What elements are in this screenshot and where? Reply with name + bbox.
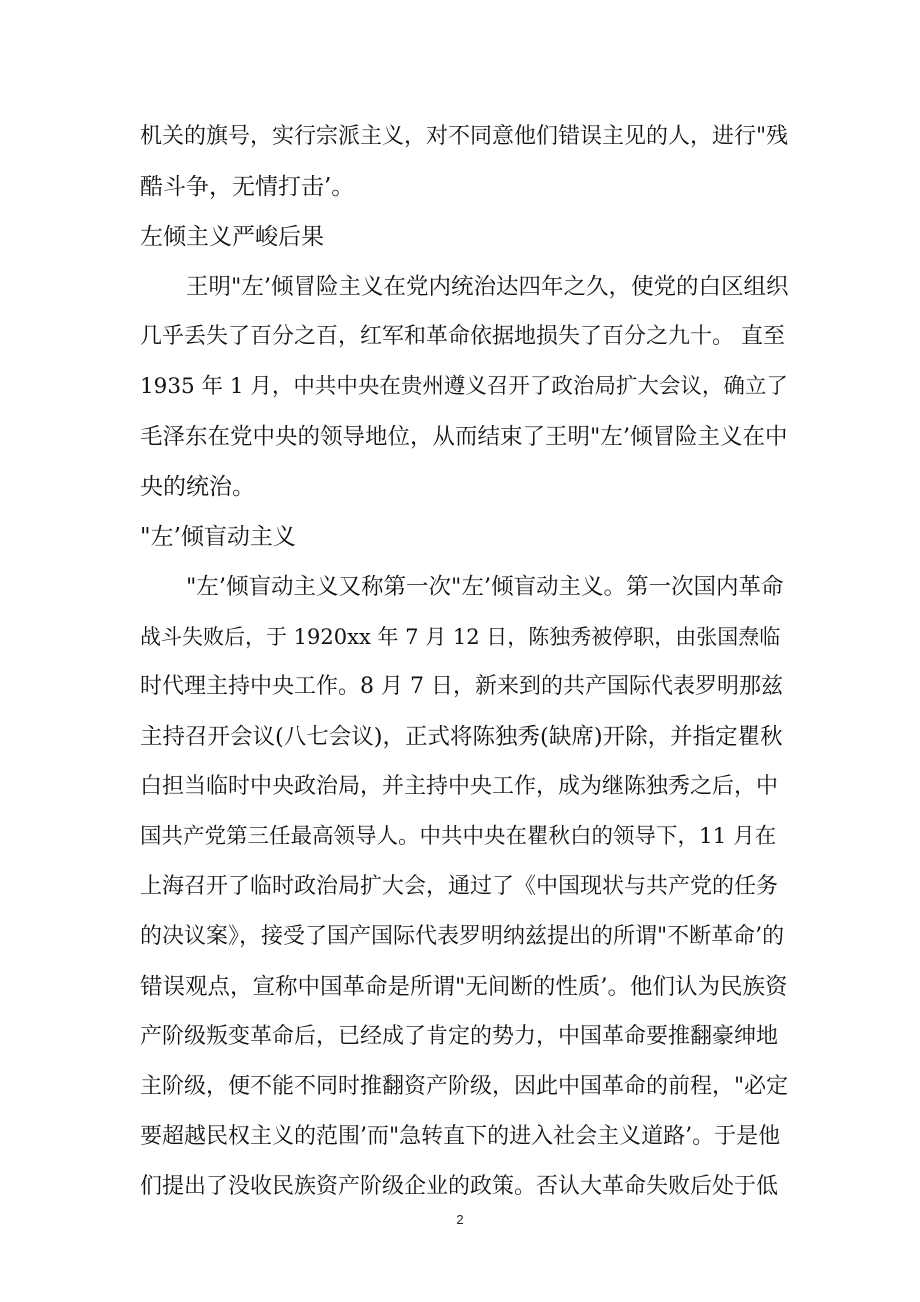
paragraph-line: 王明"左’倾冒险主义在党内统治达四年之久，使党的白区组织 xyxy=(186,274,789,300)
page-number: 2 xyxy=(456,1212,464,1227)
paragraph-line: 几乎丢失了百分之百，红军和革命依据地损失了百分之九十。 直至 xyxy=(140,324,785,349)
paragraph-line: 们提出了没收民族资产阶级企业的政策。否认大革命失败后处于低 xyxy=(140,1174,779,1199)
paragraph-line: 时代理主持中央工作。8 月 7 日，新来到的共产国际代表罗明那兹 xyxy=(140,674,783,699)
paragraph-line: 要超越民权主义的范围’而"急转直下的进入社会主义道路’。于是他 xyxy=(140,1124,781,1149)
paragraph-line: 国共产党第三任最高领导人。中共中央在瞿秋白的领导下，11 月在 xyxy=(140,824,777,849)
section-heading: 左倾主义严峻后果 xyxy=(140,224,324,250)
paragraph-line: 毛泽东在党中央的领导地位，从而结束了王明"左’倾冒险主义在中 xyxy=(140,424,788,450)
page-body xyxy=(140,112,790,1212)
paragraph-line: 的决议案》，接受了国产国际代表罗明纳兹提出的所谓"不断革命’的 xyxy=(140,924,785,949)
paragraph-line: 战斗失败后，于 1920xx 年 7 月 12 日，陈独秀被停职，由张国焘临 xyxy=(140,625,781,649)
paragraph-line: 机关的旗号，实行宗派主义，对不同意他们错误主见的人，进行"残 xyxy=(140,124,789,149)
paragraph-line: "左’倾盲动主义又称第一次"左’倾盲动主义。第一次国内革命 xyxy=(186,574,784,600)
paragraph-line: 上海召开了临时政治局扩大会，通过了《中国现状与共产党的任务 xyxy=(140,874,779,899)
paragraph-line: 酷斗争，无情打击’。 xyxy=(140,174,355,200)
paragraph-line: 产阶级叛变革命后，已经成了肯定的势力，中国革命要推翻豪绅地 xyxy=(140,1024,779,1049)
paragraph-line: 主持召开会议(八七会议)，正式将陈独秀(缺席)开除，并指定瞿秋 xyxy=(140,724,783,750)
paragraph-line: 白担当临时中央政治局，并主持中央工作，成为继陈独秀之后，中 xyxy=(140,774,779,799)
paragraph-line: 主阶级，便不能不同时推翻资产阶级，因此中国革命的前程，"必定 xyxy=(140,1074,789,1099)
paragraph-line: 1935 年 1 月，中共中央在贵州遵义召开了政治局扩大会议，确立了 xyxy=(140,374,788,399)
paragraph-line: 错误观点，宣称中国革命是所谓"无间断的性质’。他们认为民族资 xyxy=(140,974,788,1000)
section-heading: "左’倾盲动主义 xyxy=(140,524,296,550)
paragraph-line: 央的统治。 xyxy=(140,474,255,500)
